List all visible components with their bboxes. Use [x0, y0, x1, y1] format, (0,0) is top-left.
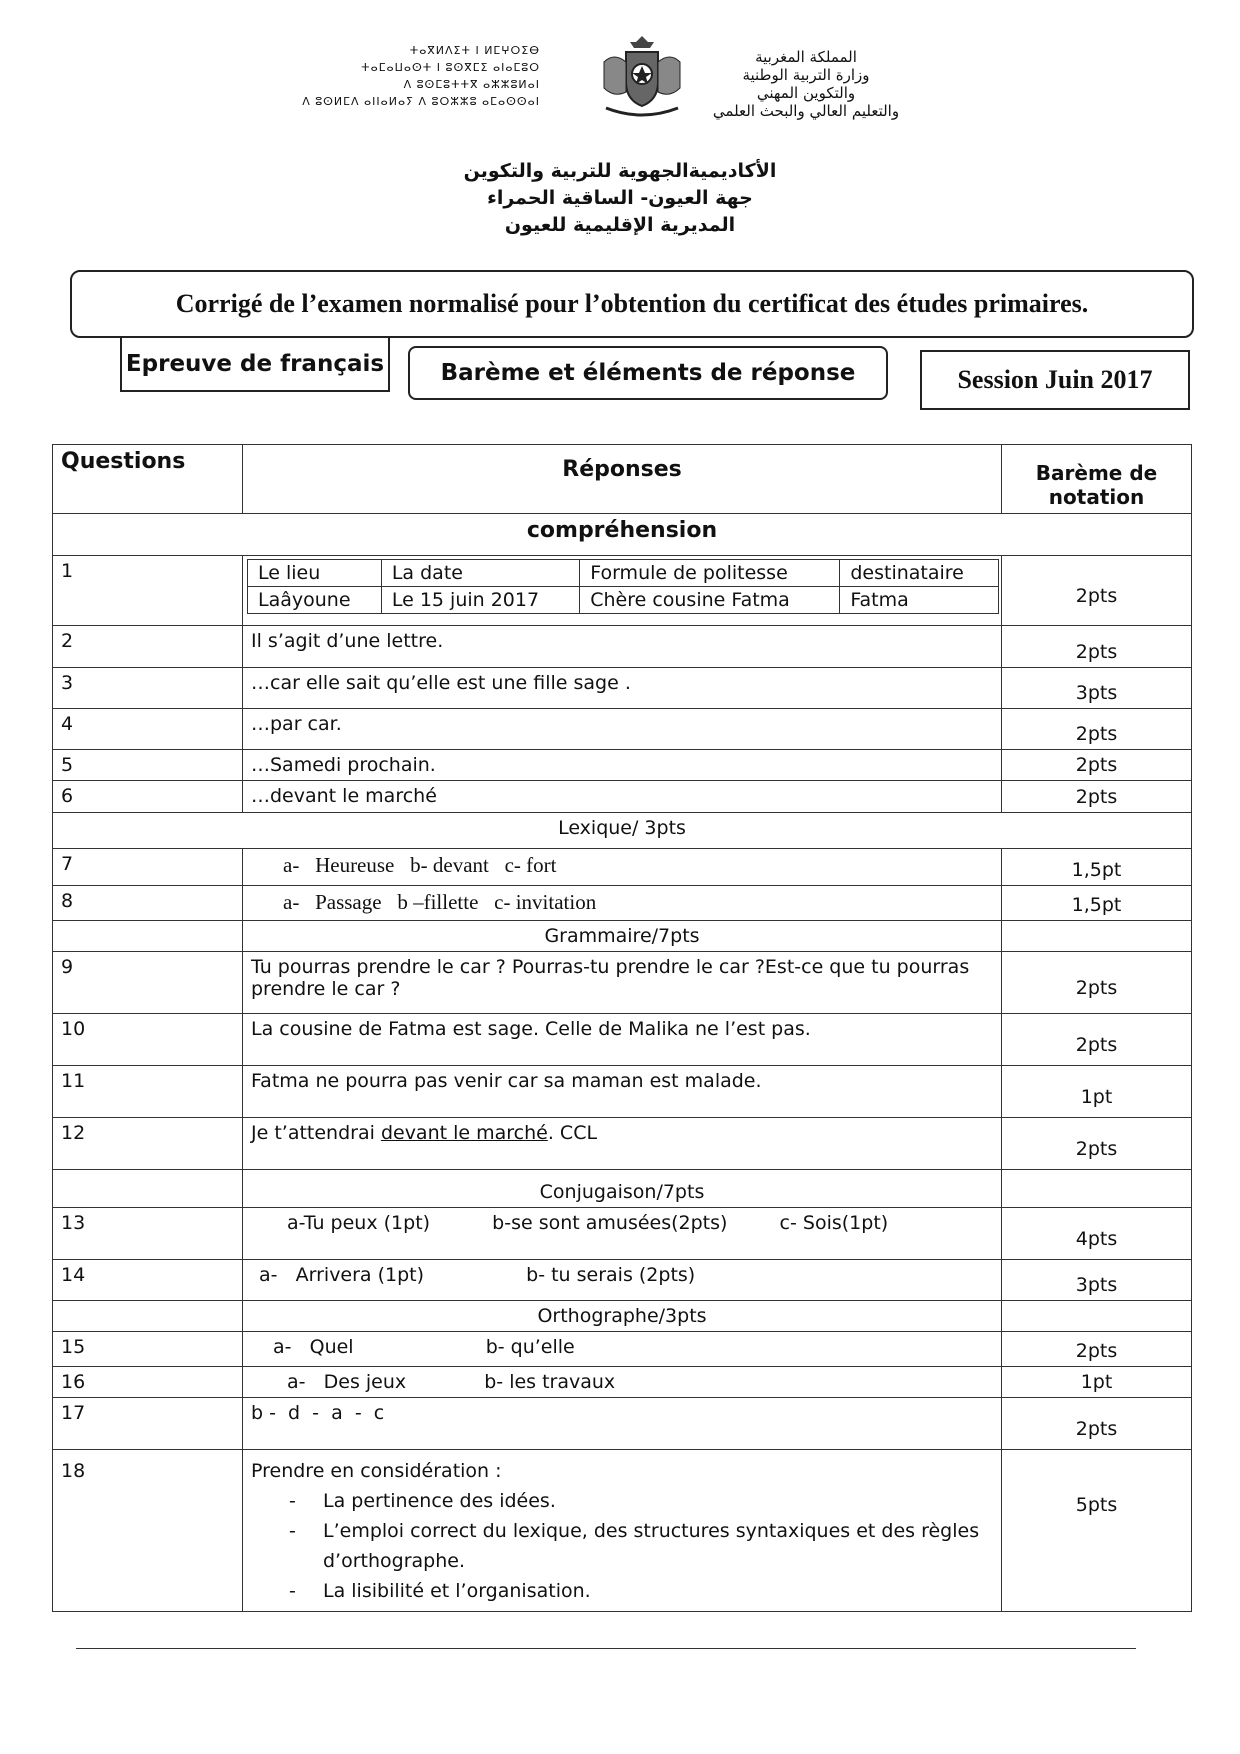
- points: 4pts: [1002, 1208, 1192, 1260]
- question-number: 2: [53, 626, 243, 668]
- question-number: 10: [53, 1014, 243, 1066]
- points: 2pts: [1002, 1014, 1192, 1066]
- section-row: [53, 1170, 1192, 1208]
- q1-value: Chère cousine Fatma: [580, 587, 840, 614]
- section-spacer: [53, 921, 243, 952]
- q1-header: destinataire: [840, 560, 999, 587]
- part-answer: b-se sont amusées(2pts): [492, 1212, 728, 1234]
- part-label: a-: [259, 1264, 278, 1286]
- answer-text: …car elle sait qu’elle est une fille sage .: [243, 668, 1002, 709]
- part-answer: b- devant: [410, 853, 489, 877]
- table-row: [53, 781, 1192, 813]
- question-number: 7: [53, 849, 243, 886]
- answer-parts: [243, 1260, 1002, 1301]
- section-spacer: [1002, 1301, 1192, 1332]
- points: 2pts: [1002, 750, 1192, 781]
- criterion-item: - La lisibilité et l’organisation.: [323, 1576, 993, 1606]
- question-number: 12: [53, 1118, 243, 1170]
- question-number: 9: [53, 952, 243, 1014]
- part-answer: c- fort: [504, 853, 557, 877]
- answer-text: Fatma ne pourra pas venir car sa maman est malade.: [243, 1066, 1002, 1118]
- points: 1pt: [1002, 1367, 1192, 1398]
- subject-box: [120, 336, 390, 392]
- table-row: [53, 1367, 1192, 1398]
- academy-line: الأكاديميةالجهوية للتربية والتكوين: [463, 160, 777, 182]
- section-row: [53, 514, 1192, 556]
- q1-value: Le 15 juin 2017: [381, 587, 579, 614]
- points: 2pts: [1002, 626, 1192, 668]
- section-spacer: [53, 1301, 243, 1332]
- section-row: [53, 1301, 1192, 1332]
- ministry-line: وزارة التربية الوطنية: [742, 66, 870, 84]
- section-spacer: [1002, 1170, 1192, 1208]
- table-row: [53, 952, 1192, 1014]
- question-number: 13: [53, 1208, 243, 1260]
- table-row: [53, 1118, 1192, 1170]
- tifinagh-line: ⵜⴰⴳⵍⴷⵉⵜ ⵏ ⵍⵎⵖⵔⵉⴱ: [409, 44, 540, 57]
- question-number: 3: [53, 668, 243, 709]
- part-label: a-: [283, 890, 300, 914]
- question-number: 15: [53, 1332, 243, 1367]
- q1-answer-cell: [243, 556, 1002, 626]
- table-row: [53, 668, 1192, 709]
- q1-header: Le lieu: [248, 560, 382, 587]
- tifinagh-header: [300, 42, 540, 110]
- answer-parts: [243, 886, 1002, 921]
- answer-text: La cousine de Fatma est sage. Celle de Malika ne l’est pas.: [243, 1014, 1002, 1066]
- part-answer: b- tu serais (2pts): [526, 1264, 696, 1286]
- criterion-item: - L’emploi correct du lexique, des structures syntaxiques et des règles d’orthographe.: [323, 1516, 993, 1576]
- part-answer: Arrivera (1pt): [295, 1264, 425, 1286]
- session-box: [920, 350, 1190, 410]
- table-row: [53, 1208, 1192, 1260]
- question-number: 4: [53, 709, 243, 750]
- exam-title-box: [70, 270, 1194, 338]
- answer-text: Il s’agit d’une lettre.: [243, 626, 1002, 668]
- ministry-line: والتعليم العالي والبحث العلمي: [712, 102, 900, 120]
- section-row: [53, 813, 1192, 849]
- part-label: a-: [273, 1336, 292, 1358]
- section-conjugaison: Conjugaison/7pts: [243, 1170, 1002, 1208]
- answer-parts: [243, 1367, 1002, 1398]
- q1-value: Laâyoune: [248, 587, 382, 614]
- points: 2pts: [1002, 709, 1192, 750]
- answer-text: [243, 1118, 1002, 1170]
- part-label: a-: [287, 1371, 306, 1393]
- answer-text: b - d - a - c: [243, 1398, 1002, 1450]
- points: 5pts: [1002, 1450, 1192, 1612]
- answer-text: Tu pourras prendre le car ? Pourras-tu prendre le car ?Est-ce que tu pourras prendre le car ?: [243, 952, 1002, 1014]
- tifinagh-line: ⵜⴰⵎⴰⵡⴰⵙⵜ ⵏ ⵓⵙⴳⵎⵉ ⴰⵏⴰⵎⵓⵔ: [361, 61, 540, 74]
- answer-text: …devant le marché: [243, 781, 1002, 813]
- subject-label: Epreuve de français: [125, 351, 385, 377]
- academy-line: المديرية الإقليمية للعيون: [504, 214, 736, 236]
- session-label: Session Juin 2017: [957, 365, 1153, 394]
- points: 3pts: [1002, 1260, 1192, 1301]
- table-row: [53, 1014, 1192, 1066]
- question-number: 16: [53, 1367, 243, 1398]
- question-number: 18: [53, 1450, 243, 1612]
- question-number: 17: [53, 1398, 243, 1450]
- table-row: [53, 709, 1192, 750]
- answer-key-table: [52, 444, 1192, 1612]
- section-spacer: [1002, 921, 1192, 952]
- table-row: [53, 1398, 1192, 1450]
- table-row: [53, 849, 1192, 886]
- points: 2pts: [1002, 952, 1192, 1014]
- answer-pre: Je t’attendrai: [251, 1122, 381, 1144]
- criteria-cell: [243, 1450, 1002, 1612]
- points: 2pts: [1002, 556, 1192, 626]
- table-row: [53, 626, 1192, 668]
- points: 2pts: [1002, 781, 1192, 813]
- academy-header: [460, 158, 780, 239]
- question-number: 11: [53, 1066, 243, 1118]
- question-number: 14: [53, 1260, 243, 1301]
- table-row: [53, 1450, 1192, 1612]
- section-spacer: [53, 1170, 243, 1208]
- part-answer: b –fillette: [397, 890, 479, 914]
- table-row: [53, 1332, 1192, 1367]
- part-answer: c- invitation: [494, 890, 597, 914]
- points: 2pts: [1002, 1118, 1192, 1170]
- question-number: 8: [53, 886, 243, 921]
- table-row: [53, 886, 1192, 921]
- header-bareme: Barème de notation: [1002, 445, 1192, 514]
- section-row: [53, 921, 1192, 952]
- answer-parts: [243, 849, 1002, 886]
- answer-text: …Samedi prochain.: [243, 750, 1002, 781]
- bareme-label: Barème et éléments de réponse: [440, 360, 856, 386]
- q1-header: Formule de politesse: [580, 560, 840, 587]
- points: 2pts: [1002, 1398, 1192, 1450]
- exam-title: Corrigé de l’examen normalisé pour l’obtention du certificat des études primaires.: [175, 289, 1089, 318]
- part-label: a-: [283, 853, 300, 877]
- points: 1pt: [1002, 1066, 1192, 1118]
- question-number: 1: [53, 556, 243, 626]
- ministry-header: [676, 48, 936, 120]
- bareme-box: [408, 346, 888, 400]
- tifinagh-line: ⴷ ⵓⵙⵎⵓⵜⵜⴳ ⴰⵣⵣⵓⵍⴰⵏ: [403, 78, 540, 91]
- criteria-intro: Prendre en considération :: [251, 1460, 502, 1482]
- question-number: 6: [53, 781, 243, 813]
- header-questions: Questions: [53, 445, 243, 514]
- part-answer: Passage: [315, 890, 382, 914]
- criterion-item: - La pertinence des idées.: [323, 1486, 993, 1516]
- points: 2pts: [1002, 1332, 1192, 1367]
- table-row: [53, 750, 1192, 781]
- table-header-row: [53, 445, 1192, 514]
- points: 3pts: [1002, 668, 1192, 709]
- table-row: [53, 1066, 1192, 1118]
- table-row: [53, 1260, 1192, 1301]
- part-answer: a-Tu peux (1pt): [287, 1212, 431, 1234]
- q1-header: La date: [381, 560, 579, 587]
- section-lexique: Lexique/ 3pts: [53, 813, 1192, 849]
- ministry-line: المملكة المغربية: [755, 48, 857, 66]
- footer-divider: [76, 1648, 1136, 1649]
- part-answer: Quel: [309, 1336, 354, 1358]
- part-answer: b- qu’elle: [485, 1336, 575, 1358]
- points: 1,5pt: [1002, 849, 1192, 886]
- q1-letter-grid: [247, 559, 999, 614]
- answer-parts: [243, 1208, 1002, 1260]
- section-comprehension: compréhension: [53, 514, 1192, 556]
- academy-line: جهة العيون- الساقية الحمراء: [487, 187, 753, 209]
- part-answer: b- les travaux: [484, 1371, 616, 1393]
- part-answer: c- Sois(1pt): [779, 1212, 889, 1234]
- section-grammaire: Grammaire/7pts: [243, 921, 1002, 952]
- answer-parts: [243, 1332, 1002, 1367]
- header-reponses: Réponses: [243, 445, 1002, 514]
- part-answer: Des jeux: [323, 1371, 407, 1393]
- answer-post: . CCL: [547, 1122, 598, 1144]
- tifinagh-line: ⴷ ⵓⵙⵍⵎⴷ ⴰⵏⵏⴰⵍⴰⵢ ⴷ ⵓⵔⵣⵣⵓ ⴰⵎⴰⵙⵙⴰⵏ: [302, 95, 540, 108]
- ministry-line: والتكوين المهني: [756, 84, 856, 102]
- points: 1,5pt: [1002, 886, 1192, 921]
- table-row: [53, 556, 1192, 626]
- criteria-list: [251, 1486, 993, 1606]
- part-answer: Heureuse: [315, 853, 395, 877]
- moroccan-emblem: [596, 32, 688, 118]
- q1-value: Fatma: [840, 587, 999, 614]
- section-orthographe: Orthographe/3pts: [243, 1301, 1002, 1332]
- answer-underlined: devant le marché: [380, 1122, 548, 1144]
- answer-text: …par car.: [243, 709, 1002, 750]
- question-number: 5: [53, 750, 243, 781]
